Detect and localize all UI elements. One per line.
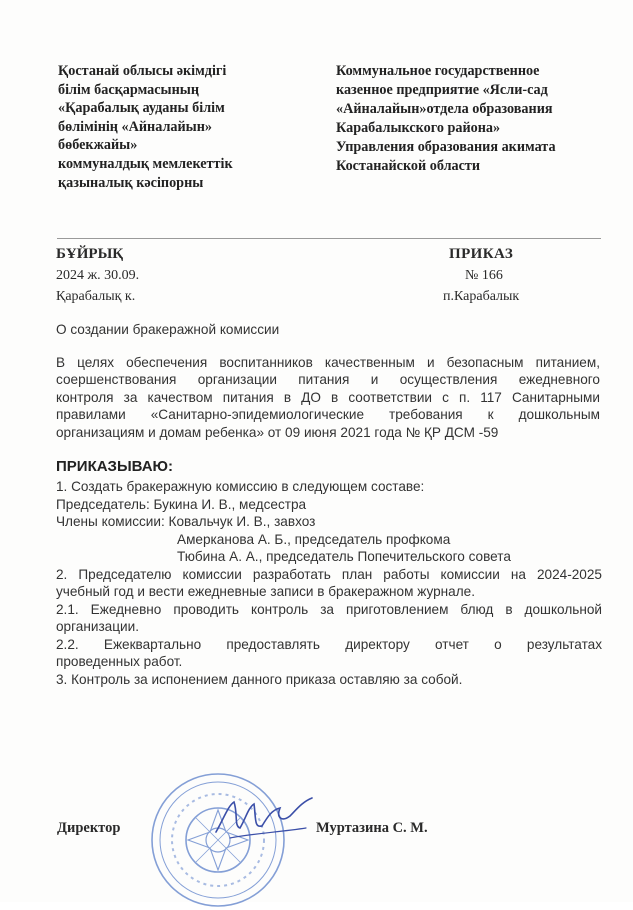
header-divider	[57, 238, 601, 239]
header-ru-line: Карабалыкского района»	[336, 120, 501, 136]
header-ru-line: Костанайской области	[336, 158, 481, 174]
header-kz-line: бөлімінің «Айналайын»	[58, 118, 213, 135]
item-2-2-line: 2.2. Ежеквартально предоставлять директору отчет о результатах	[56, 636, 602, 652]
header-russian	[336, 62, 626, 176]
header-ru-line: «Айналайын»отдела образования	[336, 101, 553, 117]
city-russian: п.Карабалык	[443, 289, 520, 304]
order-number: № 166	[465, 268, 503, 283]
order-items	[56, 478, 602, 688]
header-kz-line: коммуналдық мемлекеттік	[58, 155, 233, 172]
preamble	[56, 354, 600, 441]
header-kz-line: білім басқармасының	[58, 81, 200, 98]
header-kz-line: бөбекжайы»	[58, 137, 138, 154]
preamble-line: В целях обеспечения воспитанников качественным и безопасным питанием,	[56, 355, 600, 370]
item-1: 1. Создать бракеражную комиссию в следующем составе:	[56, 479, 425, 494]
order-word-russian: ПРИКАЗ	[449, 246, 514, 262]
item-2-1-line: организации.	[56, 619, 139, 634]
item-member: Амерканова А. Б., председатель профкома	[177, 531, 451, 547]
item-3: 3. Контроль за испонением данного приказа оставляю за собой.	[56, 671, 463, 687]
preamble-line: организациям и домам ребенка» от 09 июня 2021 года № ҚР ДСМ -59	[56, 424, 499, 440]
item-2-line: учебный год и вести ежедневные записи в бракеражном журнале.	[56, 584, 476, 599]
director-signature	[210, 788, 320, 848]
order-subject: О создании бракеражной комиссии	[56, 322, 280, 337]
item-member: Тюбина А. А., председатель Попечительского совета	[177, 549, 511, 564]
header-ru-line: Управления образования акимата	[336, 139, 556, 155]
preamble-line: контроля за качеством питания в ДО в соответствии с п. 117 Санитарными	[56, 389, 600, 405]
header-ru-line: казенное предприятие «Ясли-сад	[336, 82, 548, 98]
order-word-kazakh: БҰЙРЫҚ	[56, 246, 124, 262]
order-date: 2024 ж. 30.09.	[56, 268, 140, 283]
preamble-line: правилами «Санитарно-эпидемиологические требования к дошкольным	[56, 407, 600, 423]
city-kazakh: Қарабалық к.	[56, 289, 136, 304]
header-kz-line: Қостанай облысы әкімдігі	[58, 63, 227, 79]
preamble-line: соершенствования организации питания и осуществления ежедневного	[56, 372, 600, 388]
director-title: Директор	[57, 820, 121, 836]
header-kz-line: қазыналық кәсіпорны	[58, 174, 204, 191]
header-ru-line: Коммунальное государственное	[336, 63, 540, 79]
item-members: Члены комиссии: Ковальчук И. В., завхоз	[56, 514, 316, 529]
item-chair: Председатель: Букина И. В., медсестра	[56, 496, 307, 512]
item-2-line: 2. Председателю комиссии разработать план работы комиссии на 2024-2025	[56, 566, 602, 582]
director-name: Муртазина С. М.	[316, 820, 428, 836]
header-kz-line: «Қарабалық ауданы білім	[58, 100, 225, 117]
header-kazakh	[58, 62, 298, 192]
order-heading: ПРИКАЗЫВАЮ:	[56, 458, 174, 475]
item-2-2-line: проведенных работ.	[56, 654, 183, 669]
item-2-1-line: 2.1. Ежедневно проводить контроль за приготовлением блюд в дошкольной	[56, 601, 602, 617]
